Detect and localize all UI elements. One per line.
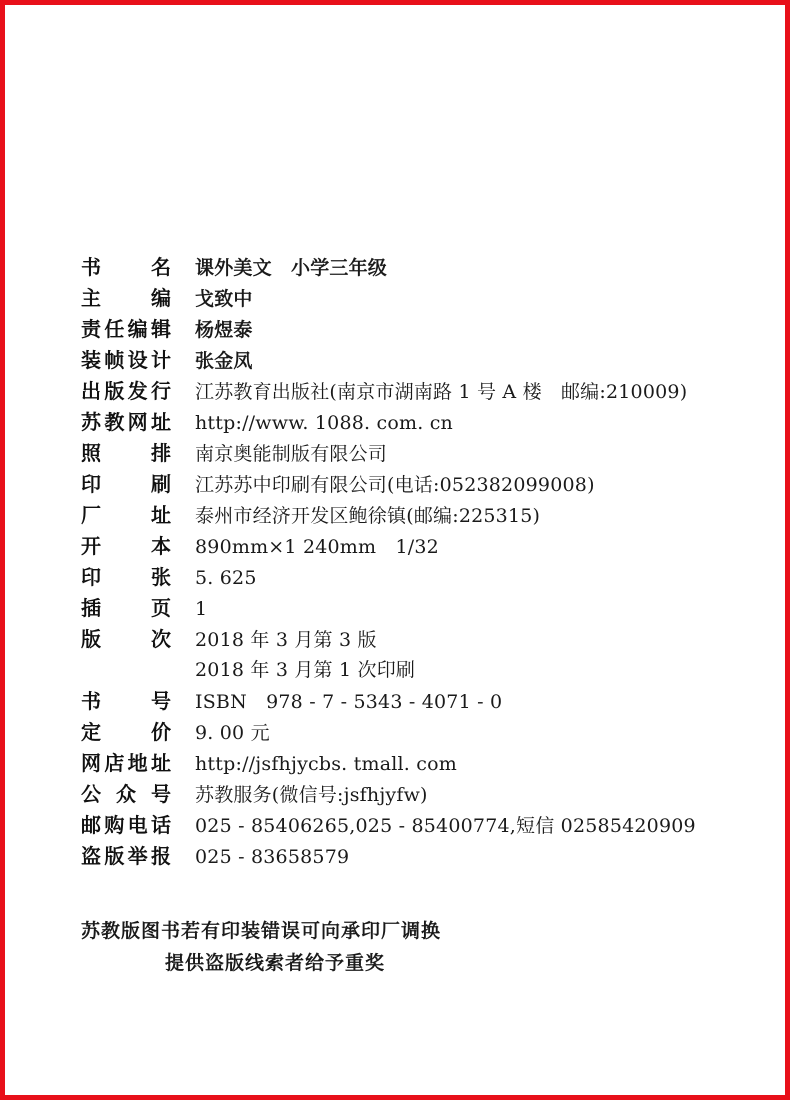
colophon-row bbox=[81, 438, 781, 469]
colophon-row bbox=[81, 345, 781, 376]
colophon-value: 5. 625 bbox=[195, 567, 257, 589]
colophon-row bbox=[81, 252, 781, 283]
colophon-row bbox=[81, 655, 781, 686]
colophon-value: 张金凤 bbox=[195, 350, 253, 372]
colophon-value: 泰州市经济开发区鲍徐镇(邮编:225315) bbox=[195, 505, 541, 527]
colophon-label: 苏 教 网 址 bbox=[81, 410, 171, 434]
colophon-table bbox=[81, 252, 781, 872]
colophon-value: 戈致中 bbox=[195, 288, 253, 310]
colophon-value: http://www. 1088. com. cn bbox=[195, 412, 453, 434]
colophon-value: 江苏教育出版社(南京市湖南路 1 号 A 楼 邮编:210009) bbox=[195, 381, 688, 403]
colophon-label: 责 任 编 辑 bbox=[81, 317, 171, 341]
colophon-label: 出 版 发 行 bbox=[81, 379, 171, 403]
colophon-label: 盗 版 举 报 bbox=[81, 844, 171, 868]
colophon-value: 1 bbox=[195, 598, 208, 620]
colophon-value: 890mm×1 240mm 1/32 bbox=[195, 536, 439, 558]
colophon-value: 苏教服务(微信号:jsfhjyfw) bbox=[195, 784, 428, 806]
colophon-label: 公 众 号 bbox=[81, 782, 171, 806]
colophon-label: 邮 购 电 话 bbox=[81, 813, 171, 837]
colophon-label: 网 店 地 址 bbox=[81, 751, 171, 775]
colophon-row bbox=[81, 841, 781, 872]
notice-line-2: 提供盗版线索者给予重奖 bbox=[165, 952, 386, 974]
colophon-value: 2018 年 3 月第 1 次印刷 bbox=[195, 659, 416, 681]
colophon-label: 书 号 bbox=[81, 689, 171, 713]
colophon-value: 9. 00 元 bbox=[195, 722, 270, 744]
colophon-label: 版 次 bbox=[81, 627, 171, 651]
colophon-label: 插 页 bbox=[81, 596, 171, 620]
colophon-row bbox=[81, 779, 781, 810]
colophon-row bbox=[81, 500, 781, 531]
colophon-row bbox=[81, 810, 781, 841]
colophon-value: ISBN 978 - 7 - 5343 - 4071 - 0 bbox=[195, 691, 503, 713]
colophon-label: 装 帧 设 计 bbox=[81, 348, 171, 372]
colophon-label: 定 价 bbox=[81, 720, 171, 744]
notice-line-1: 苏教版图书若有印装错误可向承印厂调换 bbox=[81, 920, 442, 942]
colophon-row bbox=[81, 624, 781, 655]
colophon-value: 杨煜泰 bbox=[195, 319, 253, 341]
colophon-value: 025 - 85406265,025 - 85400774,短信 02585420909 bbox=[195, 815, 696, 837]
colophon-label: 书 名 bbox=[81, 255, 171, 279]
colophon-label: 印 刷 bbox=[81, 472, 171, 496]
colophon-row bbox=[81, 593, 781, 624]
colophon-value: 南京奥能制版有限公司 bbox=[195, 443, 388, 465]
colophon-value: 课外美文 小学三年级 bbox=[195, 257, 388, 279]
colophon-label: 开 本 bbox=[81, 534, 171, 558]
colophon-value: 江苏苏中印刷有限公司(电话:052382099008) bbox=[195, 474, 595, 496]
colophon-row bbox=[81, 562, 781, 593]
colophon-value: 2018 年 3 月第 3 版 bbox=[195, 629, 377, 651]
colophon-label: 印 张 bbox=[81, 565, 171, 589]
colophon-row bbox=[81, 717, 781, 748]
colophon-row bbox=[81, 407, 781, 438]
colophon-label: 厂 址 bbox=[81, 503, 171, 527]
colophon-row bbox=[81, 376, 781, 407]
colophon-row bbox=[81, 283, 781, 314]
notice-block bbox=[81, 915, 761, 979]
colophon-label: 照 排 bbox=[81, 441, 171, 465]
colophon-value: 025 - 83658579 bbox=[195, 846, 350, 868]
colophon-label: 主 编 bbox=[81, 286, 171, 310]
colophon-row bbox=[81, 314, 781, 345]
colophon-row bbox=[81, 469, 781, 500]
colophon-row bbox=[81, 748, 781, 779]
colophon-row bbox=[81, 686, 781, 717]
colophon-row bbox=[81, 531, 781, 562]
colophon-value: http://jsfhjycbs. tmall. com bbox=[195, 753, 457, 775]
